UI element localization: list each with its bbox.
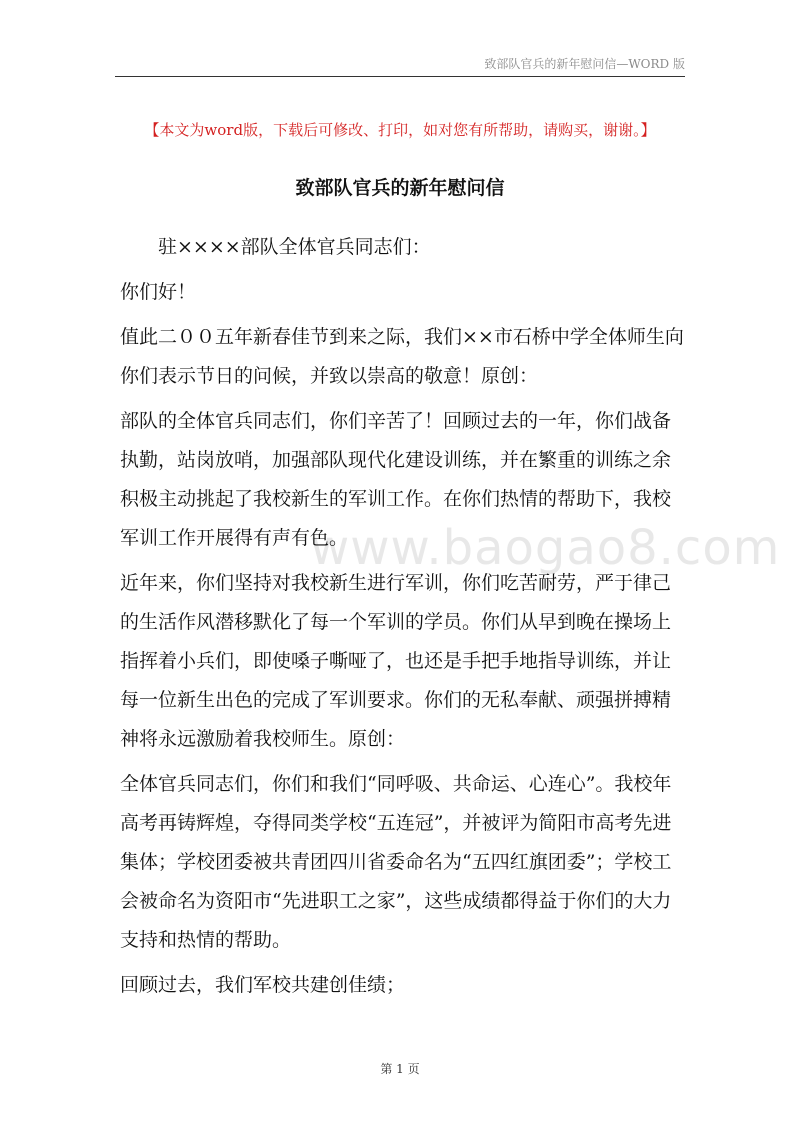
page-number: 第 1 页 <box>380 1062 420 1076</box>
paragraph: 值此二００五年新春佳节到来之际，我们××市石桥中学全体师生向你们表示节日的问候，并致以崇高的敬意！原创： <box>120 326 684 387</box>
watermark: www.baogao8.com <box>310 520 781 576</box>
salutation: 驻××××部队全体官兵同志们： <box>158 236 431 258</box>
paragraph: 全体官兵同志们，你们和我们“同呼吸、共命运、心连心”。我校年高考再铸辉煌，夺得同类学校“五连冠”，并被评为简阳市高考先进集体；学校团委被共青团四川省委命名为“五四红旗团委”；学校工会被命名为资阳市“先进职工之家”，这些成绩都得益于你们的大力支持和热情的帮助。 <box>120 773 672 951</box>
purchase-notice: 【本文为word版，下载后可修改、打印，如对您有所帮助，请购买，谢谢。】 <box>144 121 656 139</box>
letter-body <box>120 228 685 1011</box>
running-header: 致部队官兵的新年慰问信—WORD 版 <box>484 57 685 71</box>
document-title: 致部队官兵的新年慰问信 <box>295 177 505 199</box>
header-divider <box>115 76 685 77</box>
paragraph: 回顾过去，我们军校共建创佳绩； <box>120 974 406 996</box>
paragraph: 近年来，你们坚持对我校新生进行军训，你们吃苦耐劳，严于律己的生活作风潜移默化了每一个军训的学员。你们从早到晚在操场上指挥着小兵们，即使嗓子嘶哑了，也还是手把手地指导训练，并让每一位新生出色的完成了军训要求。你们的无私奉献、顽强拼搏精神将永远激励着我校师生。原创： <box>120 572 672 750</box>
paragraph: 部队的全体官兵同志们，你们辛苦了！回顾过去的一年，你们战备执勤，站岗放哨，加强部队现代化建设训练，并在繁重的训练之余积极主动挑起了我校新生的军训工作。在你们热情的帮助下，我校军训工作开展得有声有色。 <box>120 410 672 549</box>
greeting: 你们好！ <box>120 281 197 303</box>
